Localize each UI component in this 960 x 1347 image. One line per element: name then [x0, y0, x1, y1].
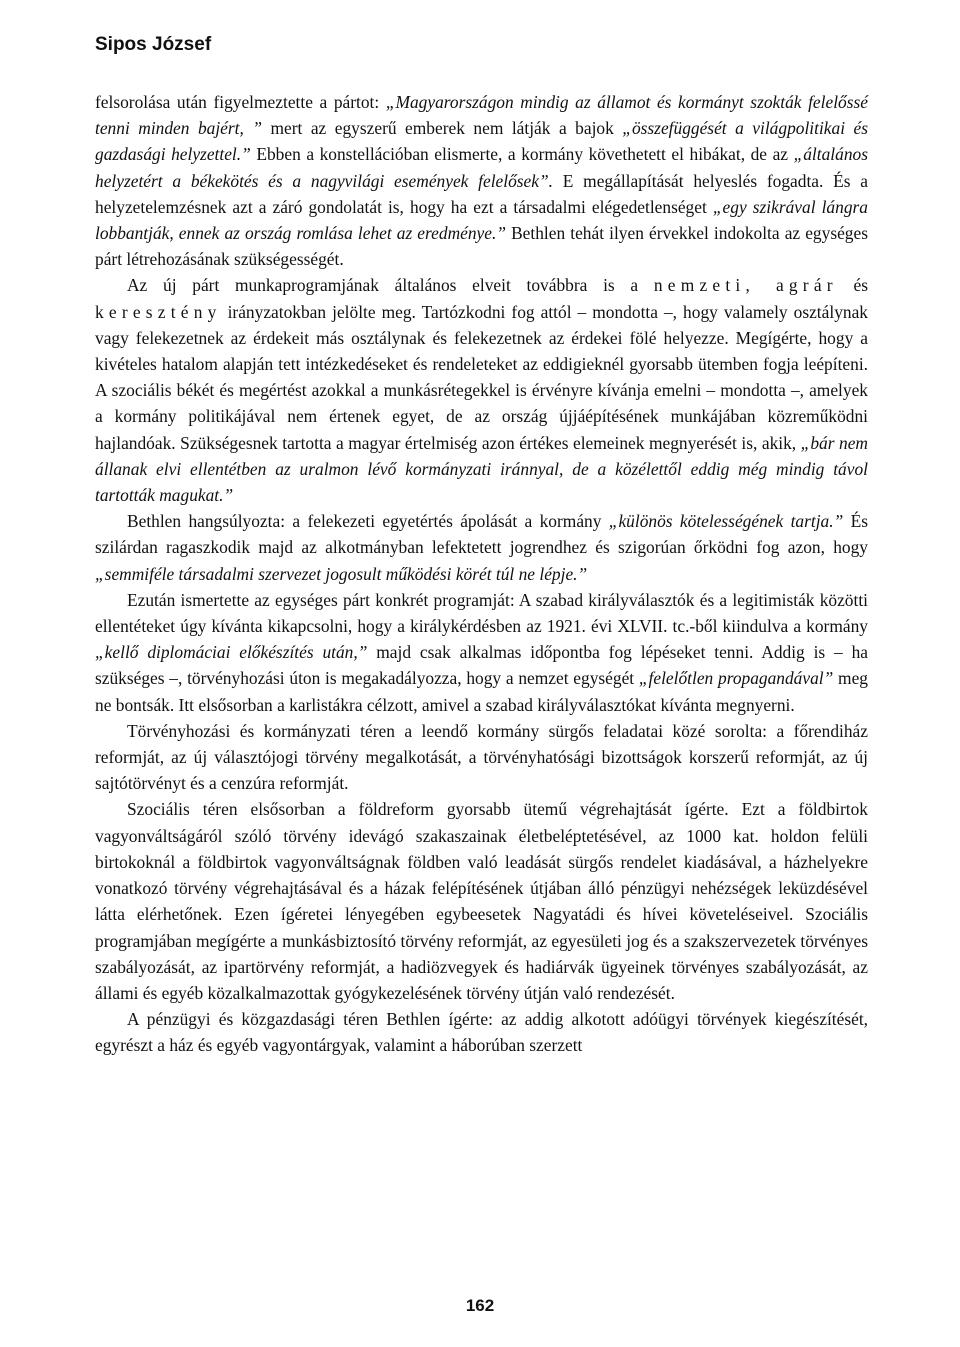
text-run: mert az egyszerű emberek nem látják a bajok [262, 118, 623, 139]
text-run: Bethlen tehát ilyen érvekkel indokolta az egységes párt létrehozásának szükségességét. [95, 223, 868, 270]
text-run: És szilárdan ragaszkodik majd az alkotmányban lefektetett jogrendhez és szigorúan őrködni fog azon, hogy [95, 511, 868, 558]
spaced-text: nemzeti, agrár [653, 275, 838, 296]
quoted-text: „felelőtlen propagandával” [638, 668, 834, 689]
quoted-text: „bár nem állanak elvi ellentétben az uralmon lévő kormányzati iránnyal, de a közélettől eddig még mindig távol tartották magukat.” [95, 432, 868, 506]
text-run: E megállapítását helyeslés fogadta. És a helyzetelemzésnek azt a záró gondolatát is, hogy ha ezt a társadalmi elégedetlenséget [95, 170, 869, 217]
quoted-text: „semmiféle társadalmi szervezet jogosult működési körét túl ne lépje.” [95, 563, 588, 584]
page-number: 162 [465, 1296, 495, 1315]
quoted-text: „összefüggését a világpolitikai és gazdasági helyzettel.” [95, 118, 869, 165]
text-run: Ezután ismertette az egységes párt konkrét programját: A szabad királyválasztók és a legitimisták közötti ellentéteket úgy kívánta kikapcsolni, hogy a királykérdésben az 1921. évi XLVII. tc.-ből kiindulva a kormány [95, 589, 868, 637]
paragraph [95, 89, 868, 272]
quoted-text: „kellő diplomáciai előkészítés után,” [95, 642, 368, 663]
text-run: A pénzügyi és közgazdasági téren Bethlen ígérte: az addig alkotott adóügyi törvények kiegészítését, egyrészt a ház és egyéb vagyontárgyak, valamint a háborúban szerzett [95, 1009, 868, 1056]
text-run: Törvényhozási és kormányzati téren a leendő kormány sürgős feladatai közé sorolta: a főrendiház reformját, az új választójogi törvény megalkotását, a törvényhatósági bizottságok korszerű reformját, az új sajtótörvényt és a cenzúra reformját. [95, 720, 868, 794]
paragraph [95, 508, 868, 587]
paragraph [95, 272, 868, 508]
text-run: irányzatokban jelölte meg. Tartózkodni fog attól – mondotta –, hogy valamely osztálynak vagy felekezetnek az érdekeit más osztálynak és felekezetnek az érdekei fölé helyezze. Megígérte, hogy a kivételes hatalom alapján tett intézkedéseket és rendeleteket az eddigieknél gyorsabb ütemben fogja leépíteni. A szociális békét és megértést azokkal a munkásrétegekkel is érvényre kívánja emelni – mondotta –, amelyek a kormány politikájával nem értenek egyet, de az ország újjáépítésének munkájában közreműködni hajlandóak. Szükségesnek tartotta a magyar értelmiség azon értékes elemeinek megnyerését is, akik, [95, 301, 868, 453]
text-run: felsorolása után figyelmeztette a pártot: [95, 92, 386, 112]
text-run: Az új párt munkaprogramjának általános elveit továbbra is a [127, 275, 654, 296]
quoted-text: „különös kötelességének tartja.” [608, 511, 844, 532]
running-header-author: Sipos József [95, 34, 212, 55]
quoted-text: „egy szikrával lángra lobbantják, ennek az ország romlása lehet az eredménye.” [95, 196, 868, 244]
quoted-text: „Magyarországon mindig az államot és kormányt szokták felelőssé tenni minden bajért, ” [95, 92, 868, 139]
text-run: Bethlen hangsúlyozta: a felekezeti egyetértés ápolását a kormány [127, 511, 609, 532]
text-run: majd csak alkalmas időpontba fog lépéseket tenni. Addig is – ha szükséges –, törvényhozási úton is megakadályozza, hogy a nemzet egységét [95, 642, 868, 689]
quoted-text: „általános helyzetért a békekötés és a nagyvilági események felelősek”. [95, 144, 868, 191]
text-run: Ebben a konstellációban elismerte, a kormány követhetett el hibákat, de az [250, 144, 794, 165]
text-run: és [837, 275, 868, 296]
text-run: Szociális téren elsősorban a földreform gyorsabb ütemű végrehajtását ígérte. Ezt a földbirtok vagyonváltságáról szóló törvény idevágó szakaszainak életbeléptetésével, az 1000 kat. holdon felüli birtokoknál a földbirtok vagyonváltságnak földben való leadását sürgős rendelet kiadásával, a házhelyekre vonatkozó törvény végrehajtásával és a házak felépítésének útjában álló pénzügyi nehézségek leküzdésével látta elérhetőnek. Ezen ígéretei lényegében egybeesetek Nagyatádi és hívei követeléseivel. Szociális programjában megígérte a munkásbiztosító törvény reformját, az egyesületi jog és a szakszervezetek törvényes szabályozását, az ipartörvény reformját, a hadiözvegyek és hadiárvák ügyeinek törvényes szabályozását, az állami és egyéb közalkalmazottak gyógykezelésének törvény útján való rendezését. [95, 799, 868, 1003]
paragraph [95, 796, 868, 1006]
paragraph [95, 1006, 868, 1058]
paragraph [95, 587, 868, 718]
text-run: meg ne bontsák. Itt elsősorban a karlistákra célzott, amivel a szabad királyválasztókat kívánta megnyerni. [95, 668, 868, 715]
spaced-text: keresztény [95, 301, 222, 322]
body-text [95, 89, 868, 1059]
paragraph [95, 718, 868, 797]
